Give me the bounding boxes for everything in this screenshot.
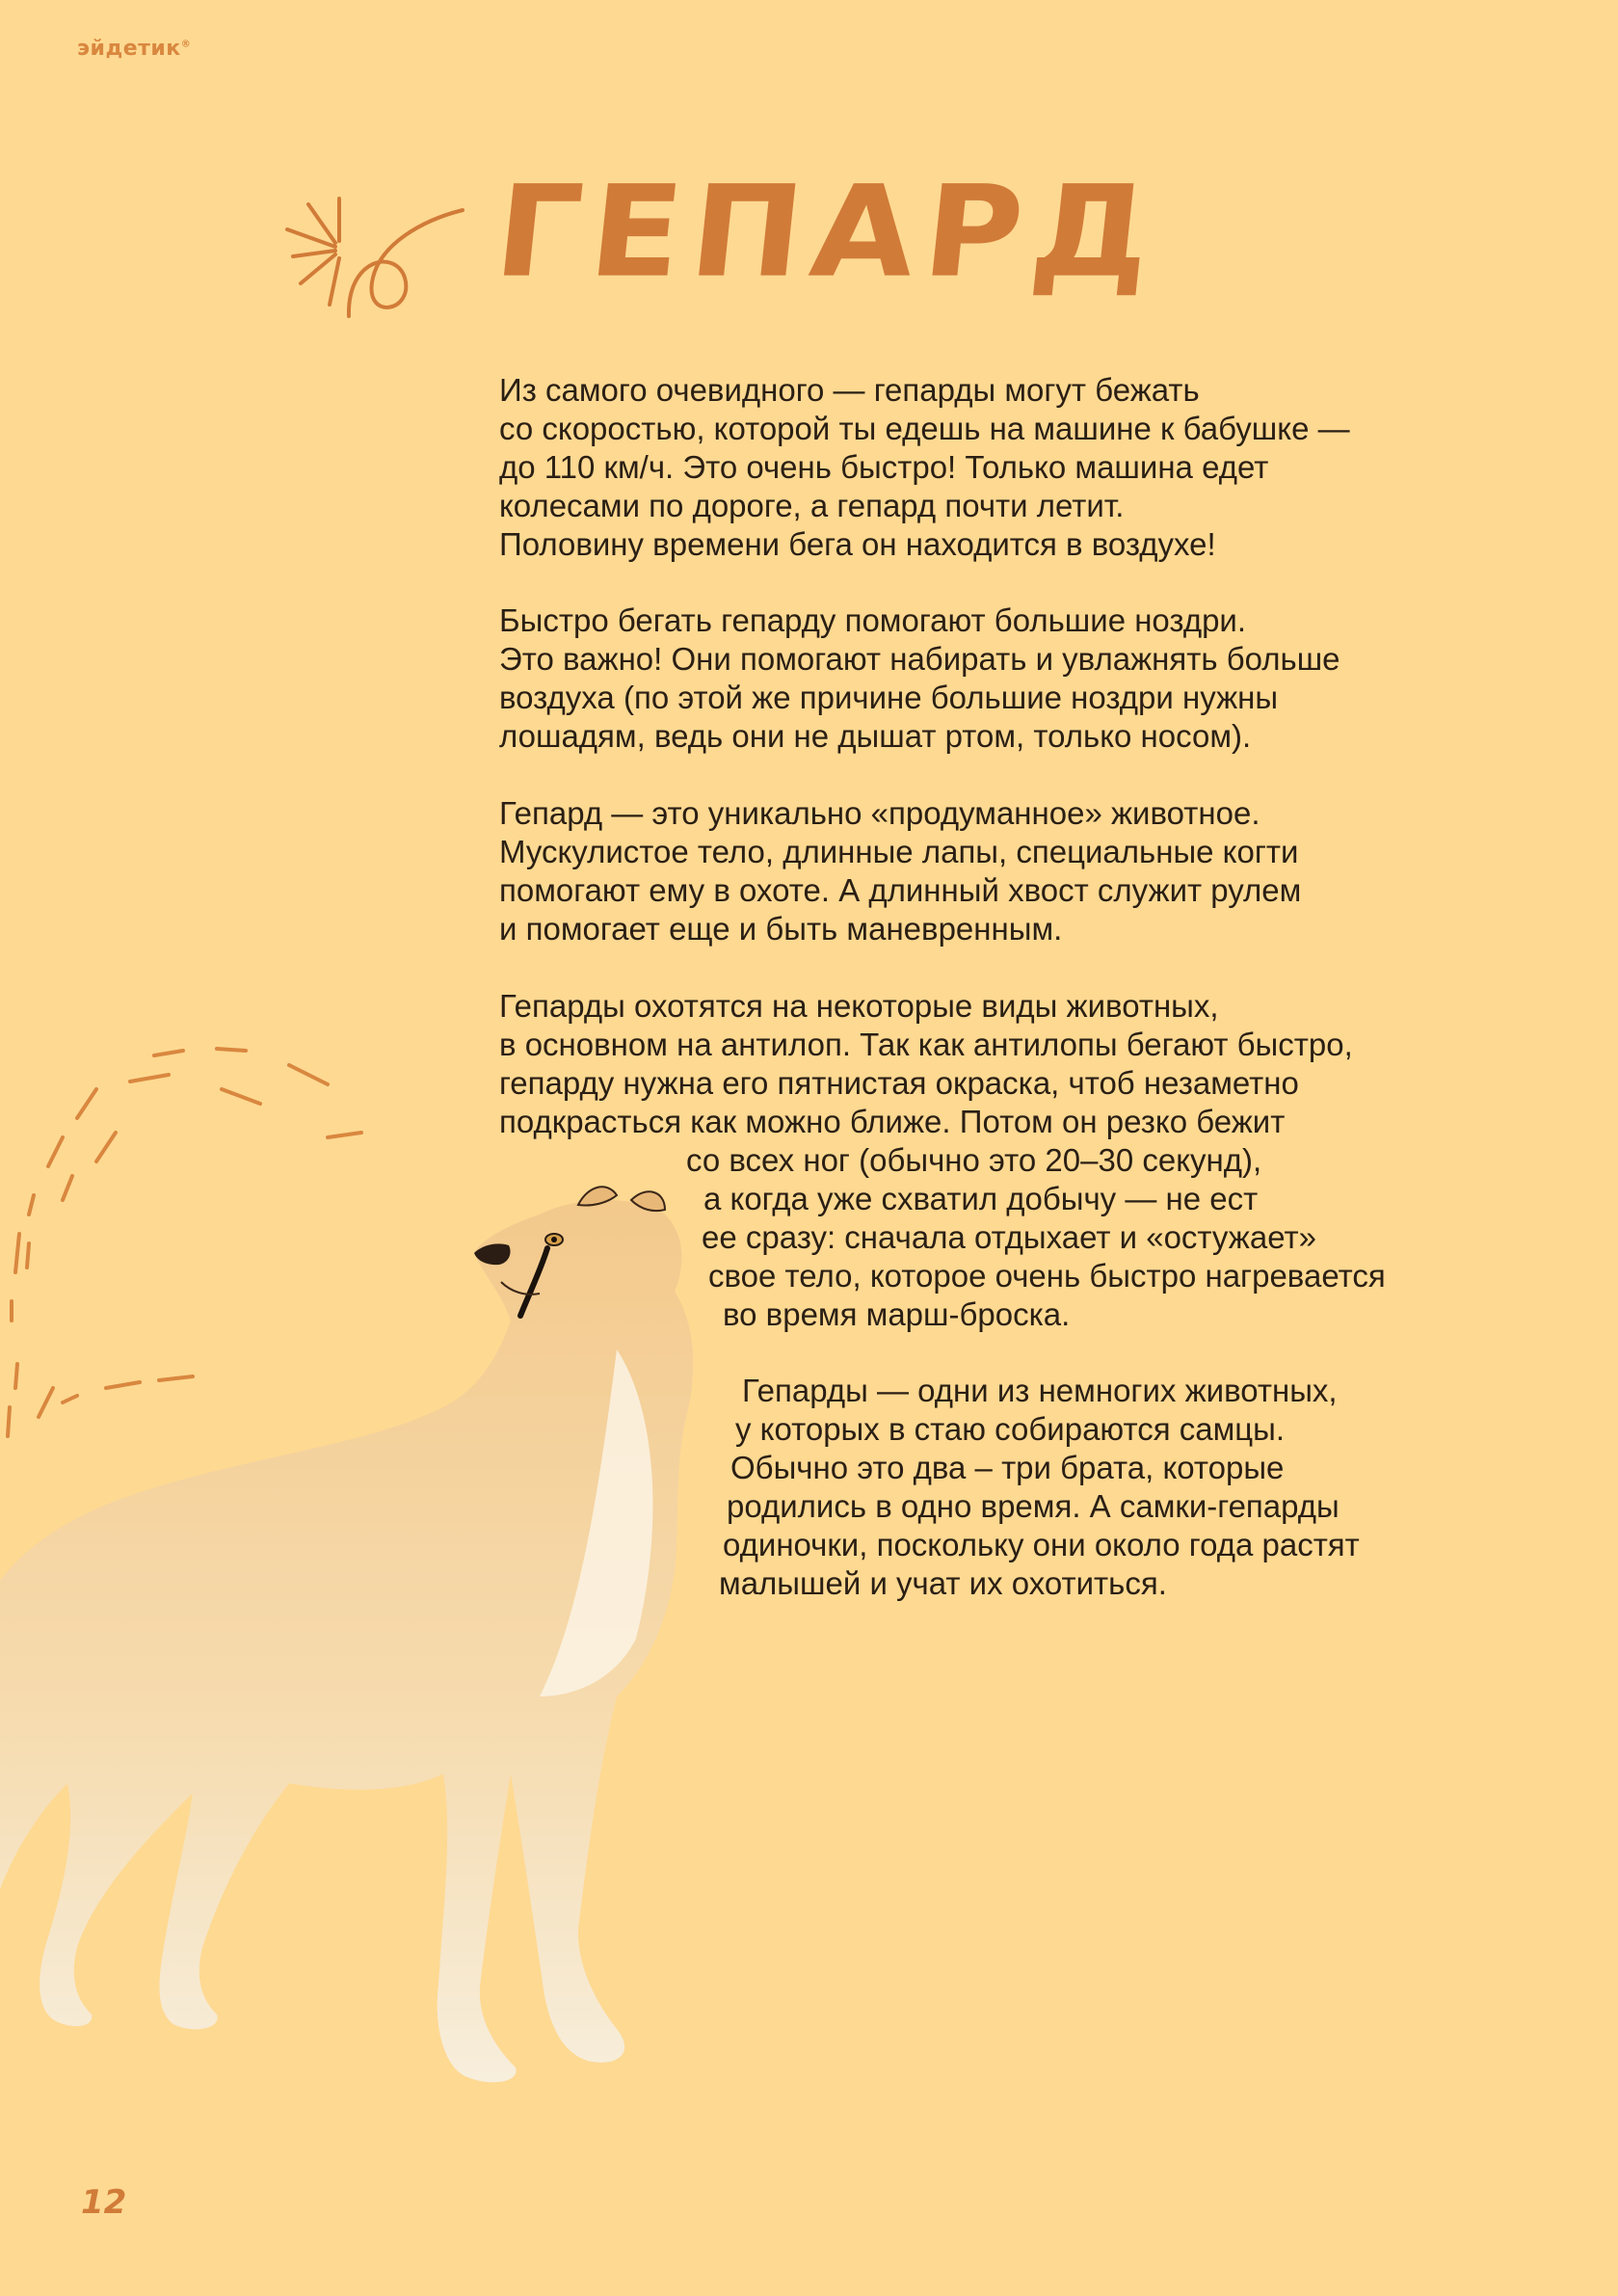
- text-line: Из самого очевидного — гепарды могут бежать: [499, 372, 1200, 408]
- text-line: Мускулистое тело, длинные лапы, специальные когти: [499, 834, 1299, 869]
- text-line: во время марш-броска.: [723, 1296, 1071, 1332]
- text-line: Гепард — это уникально «продуманное» животное.: [499, 795, 1260, 831]
- text-line: со скоростью, которой ты едешь на машине к бабушке —: [499, 411, 1350, 446]
- text-line: свое тело, которое очень быстро нагревается: [708, 1258, 1386, 1294]
- paragraph-speed: [499, 371, 1350, 564]
- text-line: а когда уже схватил добычу — не ест: [703, 1181, 1259, 1216]
- text-line: у которых в стаю собираются самцы.: [735, 1411, 1286, 1447]
- title-block: [279, 158, 1168, 328]
- text-line: малышей и учат их охотиться.: [719, 1565, 1167, 1601]
- text-line: Гепарды — одни из немногих животных,: [742, 1373, 1338, 1408]
- text-line: помогают ему в охоте. А длинный хвост служит рулем: [499, 872, 1302, 908]
- text-line: Гепарды охотятся на некоторые виды животных,: [499, 988, 1219, 1024]
- paragraph-body: [499, 794, 1301, 948]
- page-number: 12: [81, 2183, 127, 2222]
- brand-name: эйдетик: [77, 37, 181, 61]
- brand-logo: [77, 37, 191, 61]
- text-line: лошадям, ведь они не дышат ртом, только носом).: [499, 718, 1252, 754]
- text-line: и помогает еще и быть маневренным.: [499, 911, 1063, 947]
- text-line: колесами по дороге, а гепард почти летит.: [499, 488, 1125, 523]
- cheetah-illustration: [0, 1157, 732, 2121]
- text-line: до 110 км/ч. Это очень быстро! Только машина едет: [499, 449, 1269, 485]
- page-title: ГЕПАРД: [489, 158, 1168, 306]
- paragraph-nostrils: [499, 601, 1340, 756]
- text-line: подкрасться как можно ближе. Потом он резко бежит: [499, 1104, 1286, 1139]
- brand-trademark: ®: [180, 39, 192, 50]
- text-line: Это важно! Они помогают набирать и увлажнять больше: [499, 641, 1340, 677]
- text-line: ее сразу: сначала отдыхает и «остужает»: [702, 1219, 1316, 1255]
- text-line: одиночки, поскольку они около года растят: [723, 1527, 1360, 1562]
- text-line: гепарду нужна его пятнистая окраска, чтоб незаметно: [499, 1065, 1299, 1101]
- text-line: Обычно это два – три брата, которые: [730, 1450, 1285, 1485]
- text-line: в основном на антилоп. Так как антилопы бегают быстро,: [499, 1027, 1353, 1062]
- text-line: воздуха (по этой же причине большие ноздри нужны: [499, 680, 1279, 715]
- text-line: Быстро бегать гепарду помогают большие ноздри.: [499, 602, 1247, 638]
- sun-swirl-icon: [279, 191, 472, 326]
- text-line: Половину времени бега он находится в воздухе!: [499, 526, 1216, 562]
- text-line: со всех ног (обычно это 20–30 секунд),: [686, 1142, 1262, 1178]
- text-line: родились в одно время. А самки-гепарды: [727, 1488, 1339, 1524]
